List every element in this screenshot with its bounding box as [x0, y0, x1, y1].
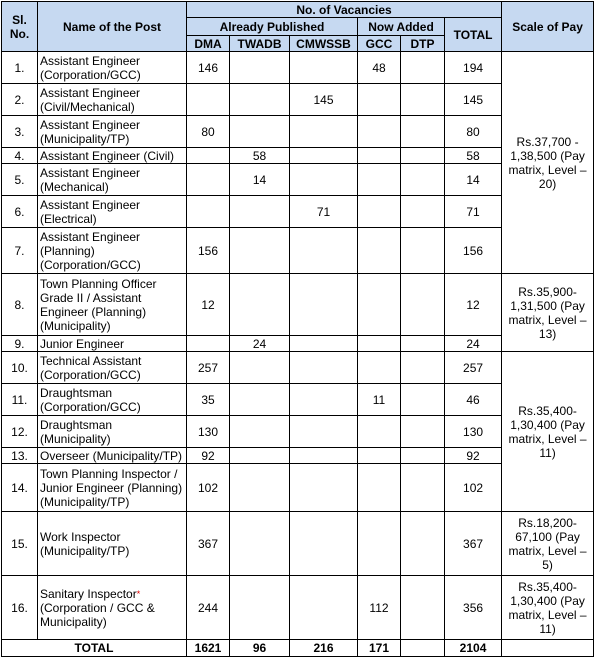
table-row: [2, 274, 594, 336]
dtp-cell: [401, 416, 445, 448]
total-dtp: [401, 640, 445, 657]
twadb-cell: [230, 576, 290, 640]
total-gcc: 171: [358, 640, 401, 657]
sl-no-cell: 3.: [2, 116, 38, 148]
twadb-cell: 24: [230, 336, 290, 352]
dtp-cell: [401, 576, 445, 640]
total-cell: 102: [445, 464, 502, 512]
dtp-cell: [401, 228, 445, 274]
total-cell: 92: [445, 448, 502, 464]
total-cell: 14: [445, 164, 502, 196]
cmwssb-cell: [290, 52, 358, 84]
totals-pay-empty: [502, 640, 594, 657]
header-cmwssb: CMWSSB: [290, 36, 358, 52]
cmwssb-cell: [290, 336, 358, 352]
dma-cell: 92: [187, 448, 230, 464]
post-name-cell: Assistant Engineer (Corporation/GCC): [38, 52, 187, 84]
sl-no-cell: 2.: [2, 84, 38, 116]
cmwssb-cell: [290, 352, 358, 384]
dma-cell: 12: [187, 274, 230, 336]
gcc-cell: [358, 116, 401, 148]
table-row: [2, 512, 594, 576]
twadb-cell: [230, 274, 290, 336]
dtp-cell: [401, 352, 445, 384]
dma-cell: 257: [187, 352, 230, 384]
header-sl-no: Sl. No.: [2, 2, 38, 52]
twadb-cell: [230, 196, 290, 228]
totals-label: TOTAL: [2, 640, 187, 657]
twadb-cell: [230, 464, 290, 512]
sl-no-cell: 8.: [2, 274, 38, 336]
sl-no-cell: 5.: [2, 164, 38, 196]
dma-cell: [187, 148, 230, 164]
cmwssb-cell: [290, 228, 358, 274]
sl-no-cell: 11.: [2, 384, 38, 416]
dtp-cell: [401, 274, 445, 336]
gcc-cell: [358, 196, 401, 228]
sl-no-cell: 7.: [2, 228, 38, 274]
post-name-cell: Assistant Engineer (Civil/Mechanical): [38, 84, 187, 116]
sl-no-cell: 14.: [2, 464, 38, 512]
post-name-cell: Work Inspector (Municipality/TP): [38, 512, 187, 576]
dtp-cell: [401, 52, 445, 84]
sl-no-cell: 10.: [2, 352, 38, 384]
vacancy-table: [1, 1, 594, 657]
pay-scale-cell: Rs.35,400-1,30,400 (Pay matrix, Level – 11): [502, 352, 594, 512]
dma-cell: 156: [187, 228, 230, 274]
dma-cell: 35: [187, 384, 230, 416]
header-total: TOTAL: [445, 18, 502, 52]
dtp-cell: [401, 464, 445, 512]
total-cell: 257: [445, 352, 502, 384]
total-cell: 80: [445, 116, 502, 148]
total-cell: 12: [445, 274, 502, 336]
post-name-cell: Assistant Engineer (Mechanical): [38, 164, 187, 196]
total-cell: 24: [445, 336, 502, 352]
pay-scale-cell: Rs.35,900-1,31,500 (Pay matrix, Level – 13): [502, 274, 594, 352]
sl-no-cell: 13.: [2, 448, 38, 464]
cmwssb-cell: [290, 416, 358, 448]
twadb-cell: [230, 116, 290, 148]
dma-cell: 367: [187, 512, 230, 576]
total-cell: 46: [445, 384, 502, 416]
dma-cell: [187, 84, 230, 116]
twadb-cell: 58: [230, 148, 290, 164]
sl-no-cell: 1.: [2, 52, 38, 84]
twadb-cell: [230, 84, 290, 116]
total-cell: 156: [445, 228, 502, 274]
gcc-cell: [358, 416, 401, 448]
post-name-cell: Assistant Engineer (Electrical): [38, 196, 187, 228]
table-row: [2, 576, 594, 640]
dtp-cell: [401, 384, 445, 416]
gcc-cell: [358, 164, 401, 196]
dma-cell: 244: [187, 576, 230, 640]
total-cell: 71: [445, 196, 502, 228]
header-already-published: Already Published: [187, 18, 358, 36]
cmwssb-cell: 71: [290, 196, 358, 228]
twadb-cell: 14: [230, 164, 290, 196]
gcc-cell: 11: [358, 384, 401, 416]
header-dtp: DTP: [401, 36, 445, 52]
header-no-of-vacancies: No. of Vacancies: [187, 2, 502, 18]
total-cell: 356: [445, 576, 502, 640]
header-now-added: Now Added: [358, 18, 445, 36]
post-name-extra: (Corporation / GCC & Municipality): [40, 600, 155, 629]
sl-no-cell: 4.: [2, 148, 38, 164]
gcc-cell: [358, 228, 401, 274]
post-name-cell: Assistant Engineer (Civil): [38, 148, 187, 164]
totals-row: [2, 640, 594, 657]
table-row: [2, 352, 594, 384]
header-gcc: GCC: [358, 36, 401, 52]
dma-cell: 146: [187, 52, 230, 84]
cmwssb-cell: [290, 116, 358, 148]
dtp-cell: [401, 84, 445, 116]
gcc-cell: 112: [358, 576, 401, 640]
table-row: [2, 52, 594, 84]
total-cell: 145: [445, 84, 502, 116]
dma-cell: 80: [187, 116, 230, 148]
gcc-cell: [358, 448, 401, 464]
gcc-cell: [358, 352, 401, 384]
gcc-cell: [358, 148, 401, 164]
gcc-cell: [358, 336, 401, 352]
dma-cell: 130: [187, 416, 230, 448]
total-twadb: 96: [230, 640, 290, 657]
total-cell: 367: [445, 512, 502, 576]
footnote-marker: *: [136, 588, 141, 599]
post-name-cell: [38, 576, 187, 640]
dtp-cell: [401, 148, 445, 164]
grand-total: 2104: [445, 640, 502, 657]
post-name-cell: Assistant Engineer (Planning) (Corporation/GCC): [38, 228, 187, 274]
dma-cell: [187, 196, 230, 228]
twadb-cell: [230, 52, 290, 84]
pay-scale-cell: Rs.37,700 - 1,38,500 (Pay matrix, Level – 20): [502, 52, 594, 274]
dma-cell: 102: [187, 464, 230, 512]
twadb-cell: [230, 416, 290, 448]
cmwssb-cell: [290, 274, 358, 336]
header-twadb: TWADB: [230, 36, 290, 52]
sl-no-cell: 12.: [2, 416, 38, 448]
sl-no-cell: 16.: [2, 576, 38, 640]
cmwssb-cell: [290, 512, 358, 576]
dtp-cell: [401, 116, 445, 148]
pay-scale-cell: Rs.18,200-67,100 (Pay matrix, Level – 5): [502, 512, 594, 576]
cmwssb-cell: [290, 148, 358, 164]
post-name-cell: Technical Assistant (Corporation/GCC): [38, 352, 187, 384]
dma-cell: [187, 336, 230, 352]
post-name-cell: Assistant Engineer (Municipality/TP): [38, 116, 187, 148]
gcc-cell: [358, 274, 401, 336]
twadb-cell: [230, 448, 290, 464]
gcc-cell: 48: [358, 52, 401, 84]
pay-scale-cell: Rs.35,400-1,30,400 (Pay matrix, Level – 11): [502, 576, 594, 640]
header-dma: DMA: [187, 36, 230, 52]
post-name-cell: Draughtsman (Corporation/GCC): [38, 384, 187, 416]
total-cell: 194: [445, 52, 502, 84]
cmwssb-cell: [290, 576, 358, 640]
gcc-cell: [358, 512, 401, 576]
cmwssb-cell: [290, 384, 358, 416]
total-dma: 1621: [187, 640, 230, 657]
cmwssb-cell: 145: [290, 84, 358, 116]
post-name-text: Sanitary Inspector: [40, 586, 137, 601]
dtp-cell: [401, 336, 445, 352]
gcc-cell: [358, 464, 401, 512]
cmwssb-cell: [290, 464, 358, 512]
dma-cell: [187, 164, 230, 196]
gcc-cell: [358, 84, 401, 116]
twadb-cell: [230, 384, 290, 416]
sl-no-cell: 15.: [2, 512, 38, 576]
post-name-cell: Draughtsman (Municipality): [38, 416, 187, 448]
post-name-cell: Junior Engineer: [38, 336, 187, 352]
sl-no-cell: 6.: [2, 196, 38, 228]
sl-no-cell: 9.: [2, 336, 38, 352]
total-cell: 58: [445, 148, 502, 164]
twadb-cell: [230, 228, 290, 274]
dtp-cell: [401, 196, 445, 228]
cmwssb-cell: [290, 164, 358, 196]
total-cell: 130: [445, 416, 502, 448]
header-scale-of-pay: Scale of Pay: [502, 2, 594, 52]
total-cmwssb: 216: [290, 640, 358, 657]
dtp-cell: [401, 164, 445, 196]
post-name-cell: Overseer (Municipality/TP): [38, 448, 187, 464]
dtp-cell: [401, 512, 445, 576]
cmwssb-cell: [290, 448, 358, 464]
twadb-cell: [230, 352, 290, 384]
dtp-cell: [401, 448, 445, 464]
post-name-cell: Town Planning Officer Grade II / Assistant Engineer (Planning) (Municipality): [38, 274, 187, 336]
twadb-cell: [230, 512, 290, 576]
header-post-name: Name of the Post: [38, 2, 187, 52]
post-name-cell: Town Planning Inspector / Junior Engineer (Planning) (Municipality/TP): [38, 464, 187, 512]
